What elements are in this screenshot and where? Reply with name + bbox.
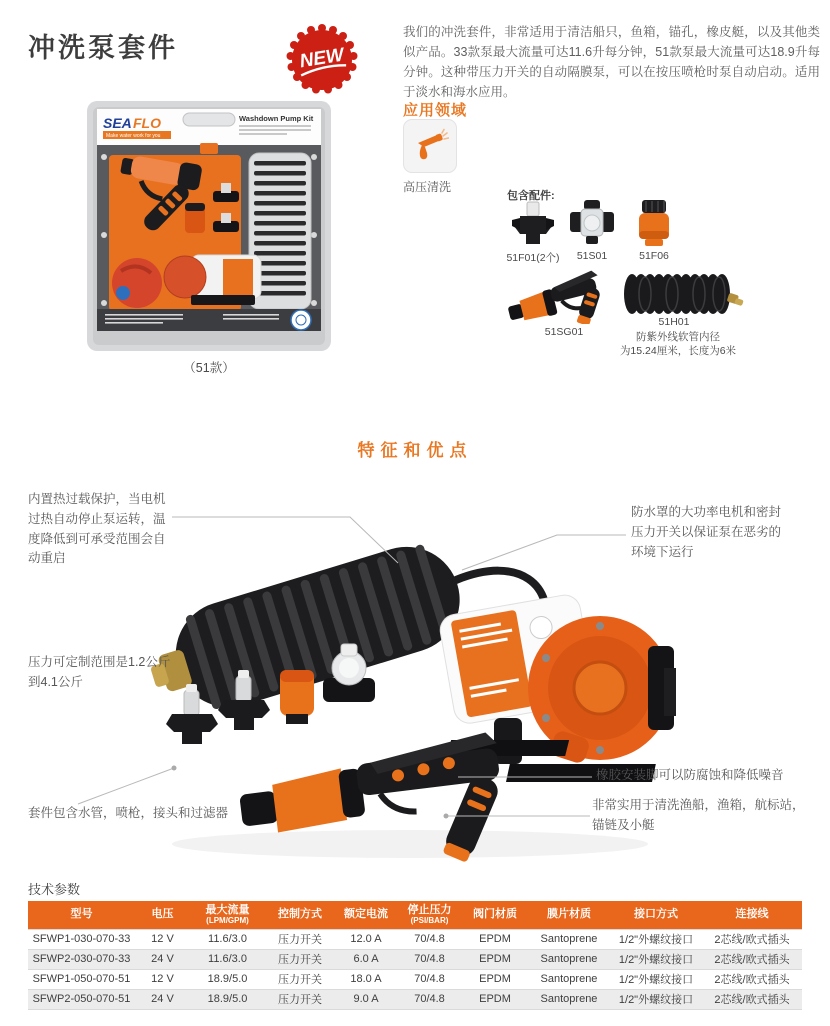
column-header-current: 额定电流 [335,901,397,929]
application-heading: 应用领域 [403,102,468,119]
accessory-51s01-label: 51S01 [576,250,608,262]
table-cell: 6.0 A [335,949,397,969]
accessory-51f01-label: 51F01(2个) [506,252,560,264]
callout-waterproof-motor: 防水罩的大功率电机和密封压力开关以保证泵在恶劣的环境下运行 [631,505,782,559]
table-cell: 11.6/3.0 [190,929,265,949]
table-cell: 9.0 A [335,989,397,1009]
table-cell: SFWP2-050-070-51 [28,989,135,1009]
column-header-wire: 连接线 [702,901,802,929]
column-header-flow: 最大流量 (LPM/GPM) [190,901,265,929]
callout-kit-contents: 套件包含水管，喷枪，接头和过滤器 [28,806,229,820]
table-cell: 压力开关 [265,929,335,949]
table-cell: 70/4.8 [397,969,462,989]
accessory-51f06-icon [632,198,676,248]
accessory-51h01-note-line1: 防紫外线软管内径 [636,331,720,343]
table-cell: 1/2"外螺纹接口 [610,969,702,989]
table-cell: Santoprene [528,949,610,969]
table-cell: 24 V [135,949,190,969]
table-cell: 12.0 A [335,929,397,949]
table-cell: Santoprene [528,989,610,1009]
accessory-51h01-icon [622,272,744,316]
table-cell: 18.9/5.0 [190,989,265,1009]
specs-heading: 技术参数 [28,882,81,897]
callout-rubber-feet: 橡胶安装脚可以防腐蚀和降低噪音 [596,768,784,782]
table-row [28,929,802,949]
table-cell: 压力开关 [265,949,335,969]
table-cell: EPDM [462,969,528,989]
table-cell: EPDM [462,929,528,949]
column-header-voltage: 电压 [135,901,190,929]
svg-text:Make water work for you: Make water work for you [106,133,161,139]
callout-thermal-protection: 内置热过载保护，当电机过热自动停止泵运转，温度降低到可承受范围会自动重启 [28,492,166,566]
callout-pressure-range: 压力可定制范围是1.2公斤到4.1公斤 [28,655,171,689]
table-cell: 1/2"外螺纹接口 [610,989,702,1009]
column-header-port: 接口方式 [610,901,702,929]
accessory-51f06-label: 51F06 [639,250,669,262]
accessories-heading: 包含配件: [507,190,555,202]
table-cell: SFWP2-030-070-33 [28,949,135,969]
table-cell: 2芯线/欧式插头 [702,949,802,969]
svg-text:NEW: NEW [298,44,346,73]
accessory-51sg01-label: 51SG01 [544,326,584,338]
column-header-cutoff: 停止压力 (PSI/BAR) [397,901,462,929]
column-header-valve: 阀门材质 [462,901,528,929]
table-cell: 12 V [135,969,190,989]
table-cell: EPDM [462,949,528,969]
table-cell: 11.6/3.0 [190,949,265,969]
table-cell: EPDM [462,989,528,1009]
svg-text:SEA: SEA [103,115,132,131]
accessory-51h01-note-line2: 为15.24厘米，长度为6米 [619,345,737,358]
column-header-control: 控制方式 [265,901,335,929]
table-cell: 18.9/5.0 [190,969,265,989]
table-cell: 压力开关 [265,989,335,1009]
svg-text:Washdown Pump Kit: Washdown Pump Kit [239,114,314,123]
table-cell: SFWP1-030-070-33 [28,929,135,949]
accessory-51sg01-icon [505,268,615,324]
application-item-label: 高压清洗 [403,180,452,194]
table-cell: SFWP1-050-070-51 [28,969,135,989]
packaging-photo [73,95,345,365]
table-row [28,949,802,969]
table-cell: 70/4.8 [397,949,462,969]
table-cell: 24 V [135,989,190,1009]
table-cell: Santoprene [528,969,610,989]
table-cell: 2芯线/欧式插头 [702,989,802,1009]
column-header-diaphragm: 膜片材质 [528,901,610,929]
table-cell: 1/2"外螺纹接口 [610,929,702,949]
table-cell: 1/2"外螺纹接口 [610,949,702,969]
table-row [28,989,802,1009]
table-cell: 70/4.8 [397,989,462,1009]
accessory-51f01-icon [508,200,558,248]
application-item [403,119,457,173]
table-row [28,969,802,989]
specs-table [28,901,802,1010]
accessory-51h01-label: 51H01 [658,316,690,328]
table-cell: 12 V [135,929,190,949]
table-cell: Santoprene [528,929,610,949]
accessory-51h01-note [608,330,748,358]
table-cell: 2芯线/欧式插头 [702,969,802,989]
table-cell: 压力开关 [265,969,335,989]
package-caption: （51款） [183,361,235,375]
svg-text:FLO: FLO [133,115,161,131]
table-cell: 70/4.8 [397,929,462,949]
new-badge-icon [282,24,362,96]
page-title: 冲洗泵套件 [28,33,178,63]
accessory-51s01-icon [568,198,616,248]
callout-usage: 非常实用于清洗渔船，渔箱，航标站，锚链及小艇 [592,798,805,832]
spray-gun-icon [411,127,449,165]
intro-paragraph: 我们的冲洗套件，非常适用于清洁船只，鱼箱，锚孔，橡皮艇，以及其他类似产品。33款泵最大流量可达11.6升每分钟，51款泵最大流量可达18.9升每分钟。这种带压力开关的自动隔膜泵，可以在按压喷枪时泵自动启动。适用于淡水和海水应用。 [403,25,820,99]
column-header-model: 型号 [28,901,135,929]
table-cell: 2芯线/欧式插头 [702,929,802,949]
table-header-row [28,901,802,929]
features-heading: 特征和优点 [357,441,473,460]
table-cell: 18.0 A [335,969,397,989]
